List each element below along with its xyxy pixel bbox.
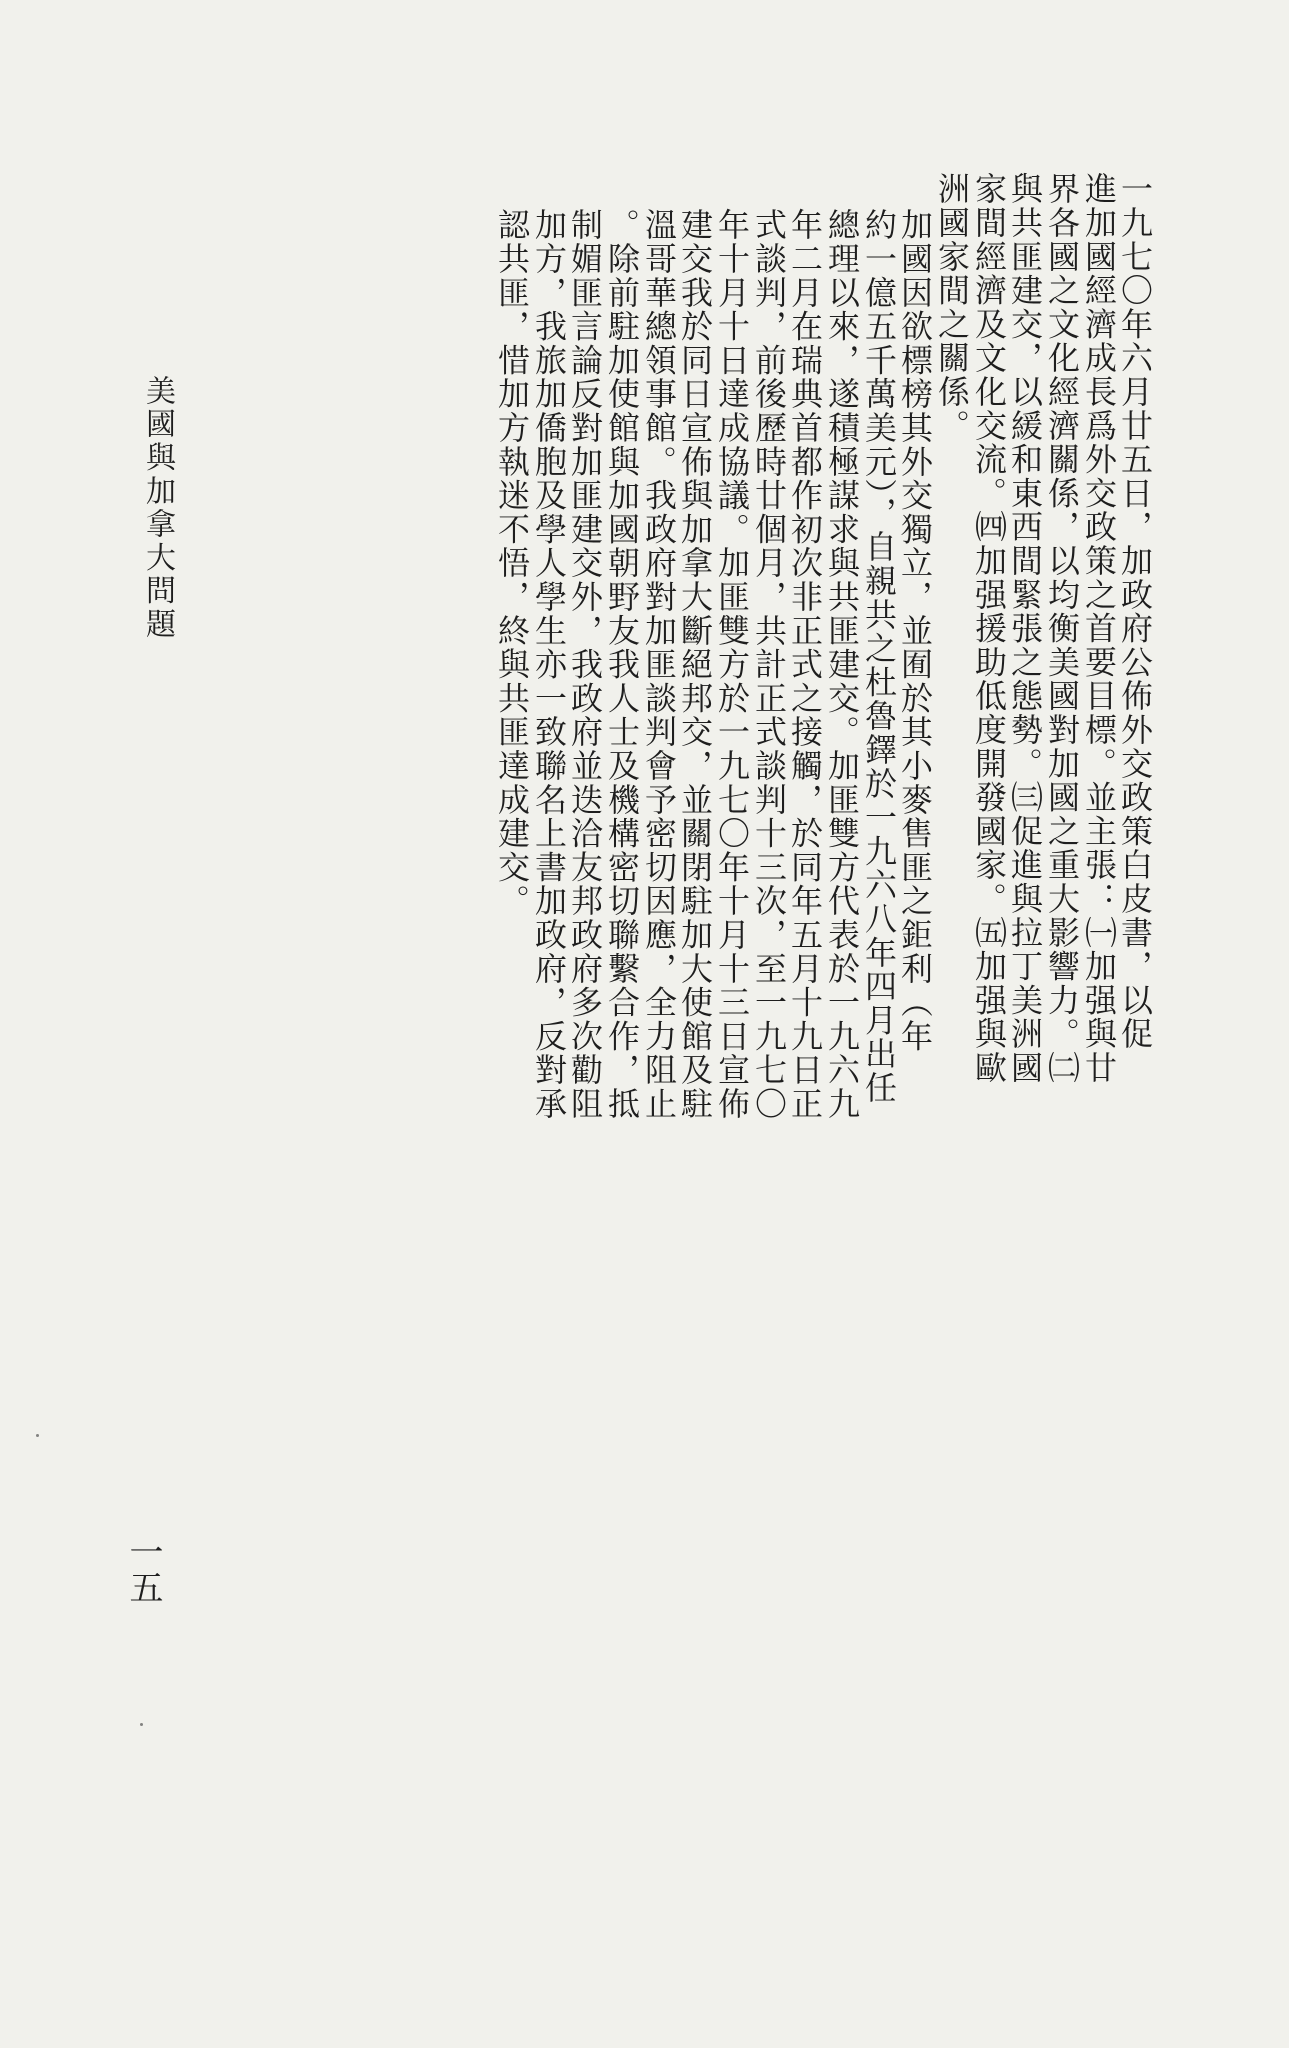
scan-speck — [140, 1723, 143, 1726]
body-column: 加國因欲標榜其外交獨立，並囿於其小麥售匪之鉅利（年 — [896, 208, 934, 1053]
body-column: 洲國家間之關係。 — [933, 172, 971, 443]
body-column: 年二月在瑞典首都作初次非正式之接觸，於同年五月十九日正 — [786, 208, 824, 1121]
body-column: 式談判，前後歷時廿個月，共計正式談判十三次，至一九七〇 — [750, 208, 788, 1121]
body-column: 加方，我旅加僑胞及學人學生亦一致聯名上書加政府，反對承 — [530, 208, 568, 1121]
page-number: 一五 — [123, 1534, 163, 1606]
body-column: 界各國之文化經濟關係，以均衡美國對加國之重大影響力。㈡ — [1043, 172, 1081, 1085]
body-column: 約一億五千萬美元），自親共之杜魯鐸於一九六八年四月出任 — [860, 208, 898, 1105]
scan-speck — [36, 1434, 39, 1437]
body-column: 家間經濟及文化交流。㈣加强援助低度開發國家。㈤加强與歐 — [970, 172, 1008, 1085]
running-header: 美國與加拿大問題 — [140, 375, 175, 642]
body-column: 制媚匪言論反對加匪建交外，我政府並迭洽友邦政府多次勸阻 — [566, 208, 604, 1121]
body-column: 總理以來，遂積極謀求與共匪建交。加匪雙方代表於一九六九 — [823, 208, 861, 1121]
body-column: 建交我於同日宣佈與加拿大斷絕邦交，並關閉駐加大使館及駐 — [676, 208, 714, 1121]
body-column: 溫哥華總領事館。我政府對加匪談判會予密切因應，全力阻止 — [640, 208, 678, 1121]
body-column: 進加國經濟成長爲外交政策之首要目標。並主張：㈠加强與廿 — [1080, 172, 1118, 1085]
body-column: 一九七〇年六月廿五日，加政府公佈外交政策白皮書，以促 — [1116, 172, 1154, 1051]
body-column: 。除前駐加使館與加國朝野友我人士及機構密切聯繫合作，抵 — [603, 208, 641, 1121]
body-column: 年十月十日達成協議。加匪雙方於一九七〇年十月十三日宣佈 — [713, 208, 751, 1121]
body-column: 與共匪建交，以緩和東西間緊張之態勢。㈢促進與拉丁美洲國 — [1006, 172, 1044, 1085]
body-column: 認共匪，惜加方執迷不悟，終與共匪達成建交。 — [493, 208, 531, 918]
